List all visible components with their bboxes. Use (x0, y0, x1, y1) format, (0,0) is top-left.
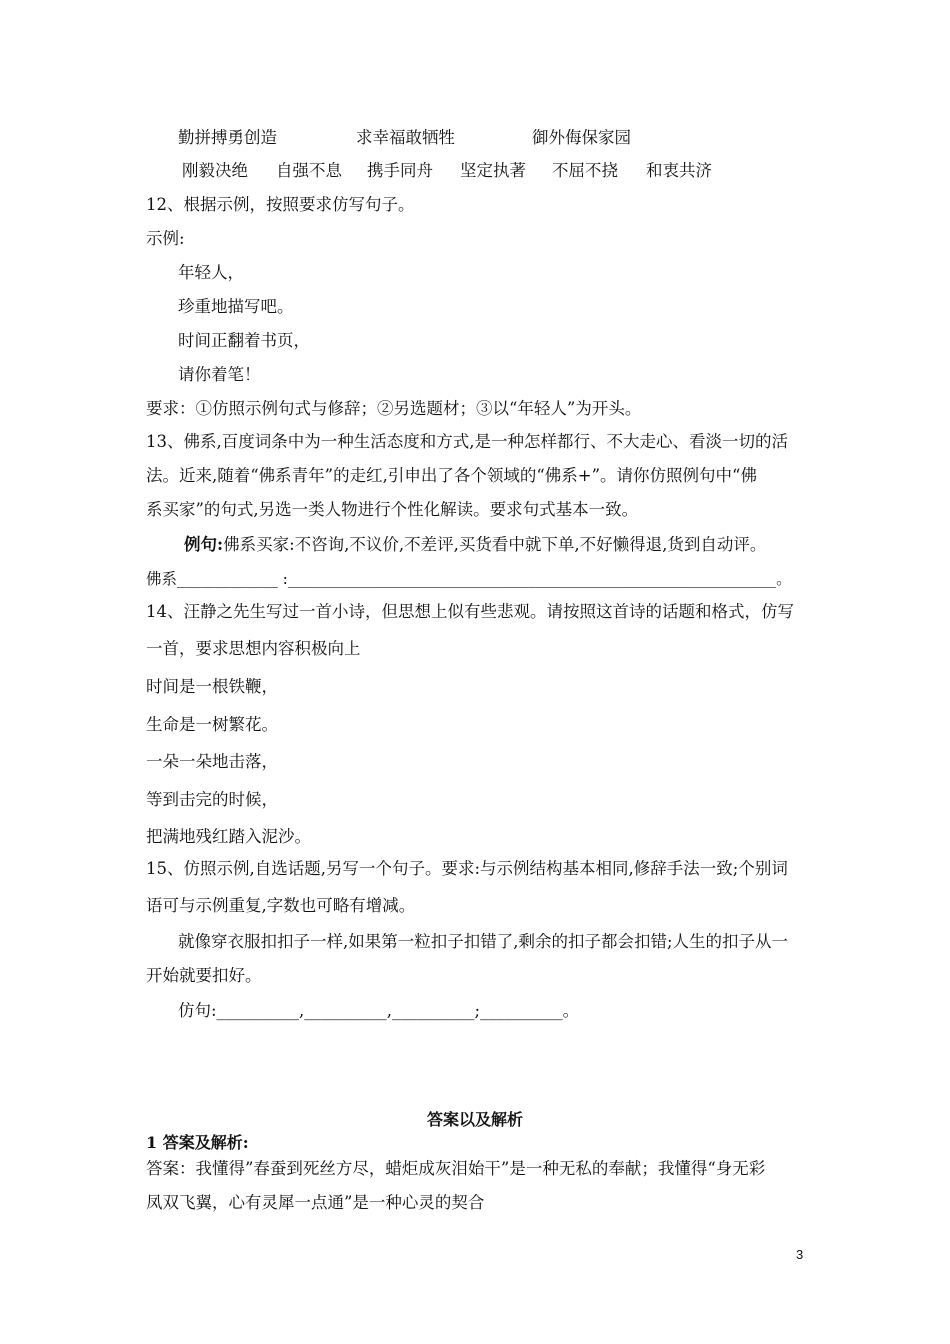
q12-example-label: 示例: (146, 229, 185, 248)
q15-imitation-blank: 仿句:__________,__________,__________;__________。 (178, 1001, 580, 1020)
q13-example (184, 535, 766, 555)
q13-example-text: 佛系买家:不咨询,不议价,不差评,买货看中就下单,不好懒得退,货到自动评。 (223, 535, 767, 554)
q13-stem-line: 13、佛系,百度词条中为一种生活态度和方式,是一种怎样都行、不大走心、看淡一切的活 (146, 432, 788, 451)
q12-requirement: 要求：①仿照示例句式与修辞；②另选题材；③以“年轻人”为开头。 (146, 399, 642, 418)
q13-stem-line: 系买家”的句式,另选一类人物进行个性化解读。要求句式基本一致。 (146, 500, 639, 519)
page-number: 3 (796, 1247, 804, 1262)
answers-title: 答案以及解析 (426, 1110, 523, 1129)
word-option: 和衷共济 (646, 161, 712, 180)
word-option: 自强不息 (276, 161, 342, 180)
answer-1-line: 凤双飞翼，心有灵犀一点通”是一种心灵的契合 (146, 1193, 485, 1212)
q14-poem-line: 生命是一树繁花。 (146, 715, 278, 734)
q14-poem-line: 等到击完的时候， (146, 790, 278, 809)
q14-stem-line: 14、汪静之先生写过一首小诗，但思想上似有些悲观。请按照这首诗的话题和格式，仿写 (146, 602, 794, 621)
word-option: 不屈不挠 (552, 161, 618, 180)
q15-example-line: 就像穿衣服扣扣子一样,如果第一粒扣子扣错了,剩余的扣子都会扣错;人生的扣子从一 (178, 932, 789, 951)
word-option: 勤拼搏勇创造 (178, 128, 277, 147)
word-option: 坚定执著 (460, 161, 526, 180)
q14-poem-line: 时间是一根铁鞭， (146, 677, 278, 696)
word-row-2 (182, 161, 712, 181)
q13-example-label: 例句: (184, 535, 224, 554)
word-option: 刚毅决绝 (182, 161, 248, 180)
q14-poem-line: 把满地残红踏入泥沙。 (146, 827, 311, 846)
q13-answer-blank: 佛系_____________ :_______________________________________________________________。 (146, 570, 792, 588)
q12-stem: 12、根据示例，按照要求仿写句子。 (146, 195, 415, 214)
q15-example-line: 开始就要扣好。 (146, 966, 262, 985)
q12-example-line: 时间正翻着书页， (178, 331, 310, 350)
q15-stem-line: 15、仿照示例,自选话题,另写一个句子。要求:与示例结构基本相同,修辞手法一致;个别词 (146, 859, 788, 878)
q12-example-line: 年轻人， (178, 263, 244, 282)
q14-stem-line: 一首，要求思想内容积极向上 (146, 639, 361, 658)
q12-example-line: 请你着笔！ (178, 365, 261, 384)
word-option: 携手同舟 (367, 161, 433, 180)
word-option: 御外侮保家园 (532, 128, 631, 147)
q15-stem-line: 语可与示例重复,字数也可略有增减。 (146, 896, 416, 915)
word-row-1 (178, 128, 631, 148)
answer-1-label: 1 答案及解析: (146, 1133, 249, 1152)
q13-stem-line: 法。近来,随着“佛系青年”的走红,引申出了各个领域的“佛系+”。请你仿照例句中“佛 (146, 466, 757, 485)
q14-poem-line: 一朵一朵地击落， (146, 752, 278, 771)
q12-example-line: 珍重地描写吧。 (178, 297, 294, 316)
answer-1-line: 答案：我懂得”春蚕到死丝方尽，蜡炬成灰泪始干”是一种无私的奉献；我懂得“身无彩 (146, 1159, 766, 1178)
word-option: 求幸福敢牺牲 (356, 128, 455, 147)
